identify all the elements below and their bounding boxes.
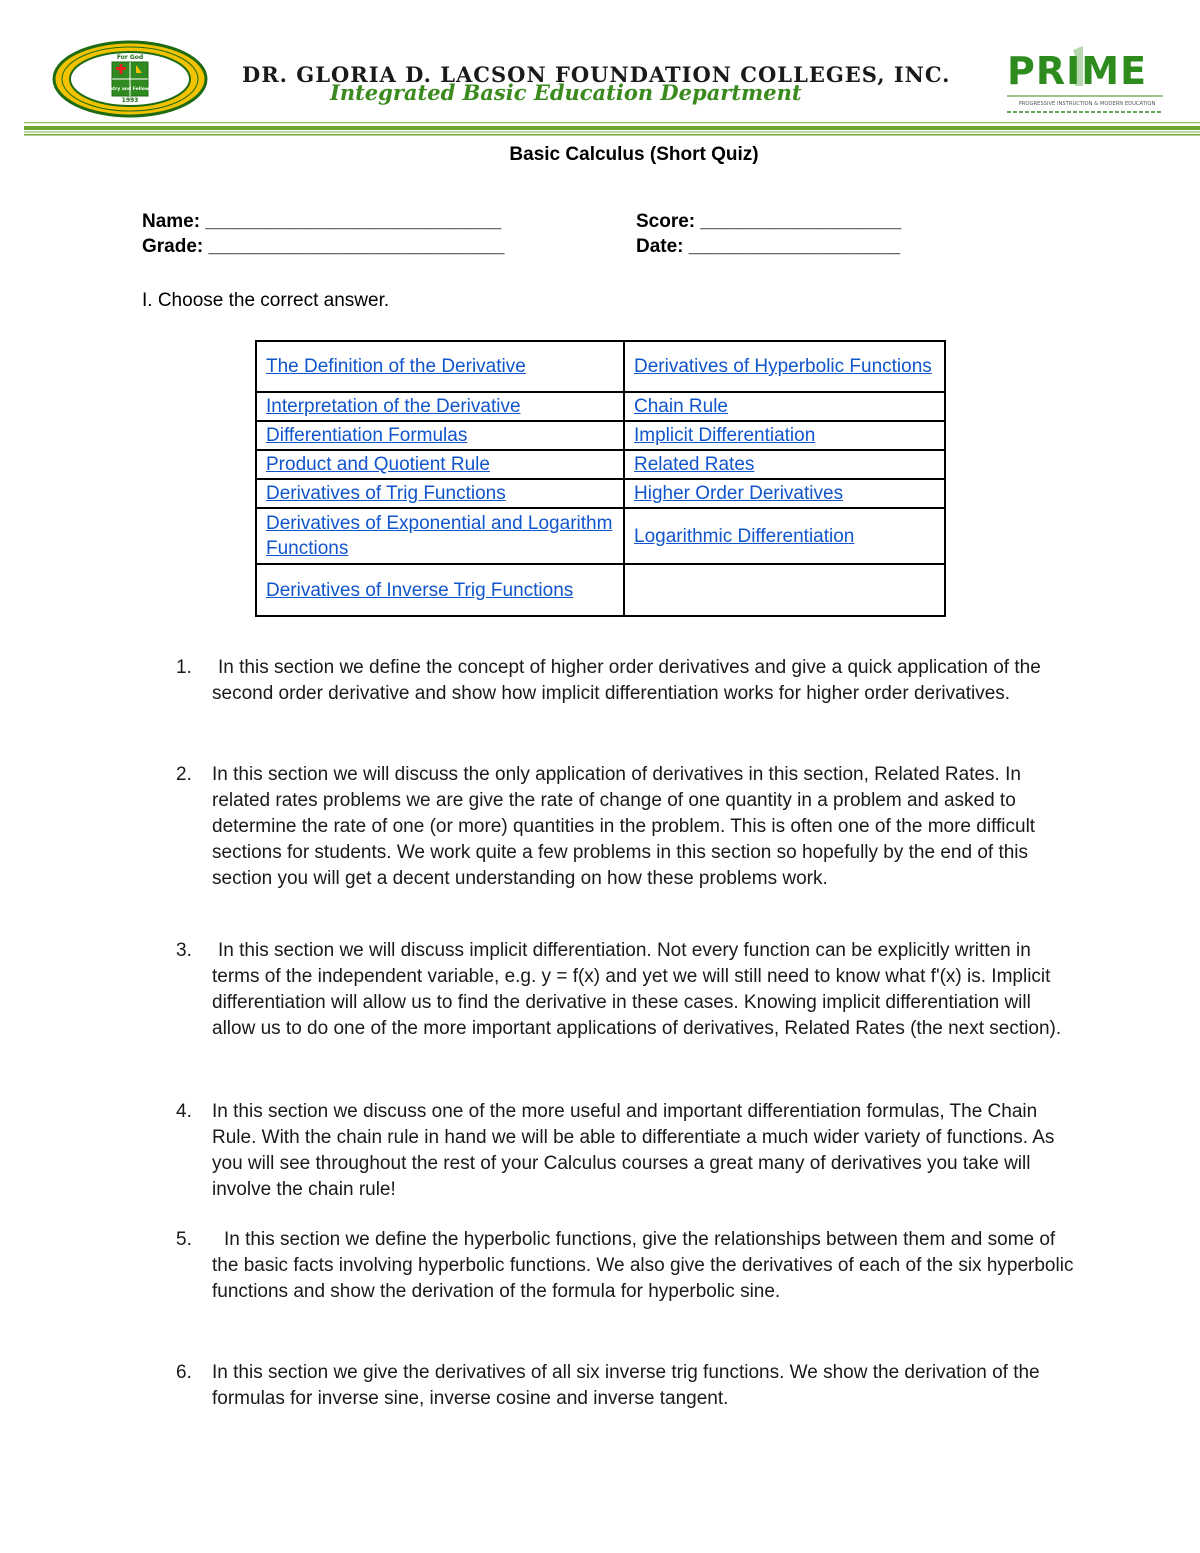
topic-link[interactable]: Product and Quotient Rule: [266, 454, 490, 475]
topic-link[interactable]: Interpretation of the Derivative: [266, 396, 521, 417]
school-name: DR. GLORIA D. LACSON FOUNDATION COLLEGES, INC.: [242, 62, 951, 87]
topic-link[interactable]: Implicit Differentiation: [634, 425, 816, 446]
department-name: Integrated Basic Education Department: [330, 80, 802, 105]
question-item: [176, 1227, 1076, 1305]
topic-link[interactable]: Chain Rule: [634, 396, 728, 417]
quiz-title-main: Basic Calculus: [509, 144, 645, 165]
prime-logo-text: PRIME: [1007, 49, 1148, 93]
question-item: [176, 1099, 1076, 1203]
instruction: I. Choose the correct answer.: [142, 290, 390, 311]
topic-link[interactable]: Derivatives of Hyperbolic Functions: [634, 356, 932, 377]
question-text: In this section we give the derivatives of all six inverse trig functions. We show the derivation of the formulas for inverse sine, inverse cosine and inverse tangent.: [212, 1362, 1040, 1409]
seal-motto-2: Country and Fellowmen: [100, 87, 160, 92]
question-text: In this section we define the hyperbolic functions, give the relationships between them and some of the basic facts involving hyperbolic functions. We also give the derivatives of each of the six hyperbolic functions and show the derivation of the formula for hyperbolic sine.: [212, 1229, 1074, 1302]
question-item: [176, 938, 1076, 1042]
grade-field[interactable]: Grade: ____________________________: [142, 236, 505, 257]
topic-link[interactable]: Differentiation Formulas: [266, 425, 468, 446]
question-number: 4.: [176, 1101, 192, 1122]
date-field[interactable]: Date: ____________________: [636, 236, 901, 257]
question-item: [176, 1360, 1076, 1412]
topic-link[interactable]: Logarithmic Differentiation: [634, 525, 855, 547]
question-text: In this section we define the concept of higher order derivatives and give a quick application of the second order derivative and show how implicit differentiation works for higher order derivatives.: [212, 657, 1041, 704]
topic-link[interactable]: Related Rates: [634, 454, 755, 475]
seal-motto-1: For God: [116, 54, 144, 61]
prime-tagline: PROGRESSIVE INSTRUCTION & MODERN EDUCATION: [1018, 101, 1156, 107]
question-item: [176, 655, 1076, 707]
question-number: 3.: [176, 940, 192, 961]
question-number: 2.: [176, 764, 192, 785]
question-text: In this section we will discuss implicit differentiation. Not every function can be explicitly written in terms of the independent variable, e.g. y = f(x) and yet we will still need to know what f'(x) is. Implicit differentiation will allow us to find the derivative in these cases. Knowing implicit differentiation will allow us to do one of the more important applications of derivatives, Related Rates (the next section).: [212, 940, 1062, 1039]
question-number: 6.: [176, 1362, 192, 1383]
name-field[interactable]: Name: ____________________________: [142, 211, 502, 232]
topic-link[interactable]: The Definition of the Derivative: [266, 356, 526, 377]
question-item: [176, 762, 1076, 892]
quiz-title-sub: (Short Quiz): [649, 144, 759, 165]
question-text: In this section we discuss one of the more useful and important differentiation formulas, The Chain Rule. With the chain rule in hand we will be able to differentiate a much wider variety of functions. As you will see throughout the rest of your Calculus courses a great many of derivatives you take will involve the chain rule!: [212, 1101, 1055, 1200]
topic-link[interactable]: Derivatives of Inverse Trig Functions: [266, 579, 574, 601]
question-text: In this section we will discuss the only application of derivatives in this section, Related Rates. In related rates problems we are give the rate of change of one quantity in a problem and asked to determine the rate of one (or more) quantities in the problem. This is often one of the more difficult sections for students. We work quite a few problems in this section so hopefully by the end of this section you will get a decent understanding on how these problems work.: [212, 764, 1036, 889]
topic-link[interactable]: Derivatives of Trig Functions: [266, 483, 506, 504]
topic-link[interactable]: Derivatives of Exponential and Logarithm Functions: [266, 513, 613, 559]
question-number: 5.: [176, 1229, 192, 1250]
score-field[interactable]: Score: ___________________: [636, 211, 902, 232]
seal-year: 1993: [121, 97, 139, 104]
question-number: 1.: [176, 657, 192, 678]
topic-link[interactable]: Higher Order Derivatives: [634, 483, 844, 504]
